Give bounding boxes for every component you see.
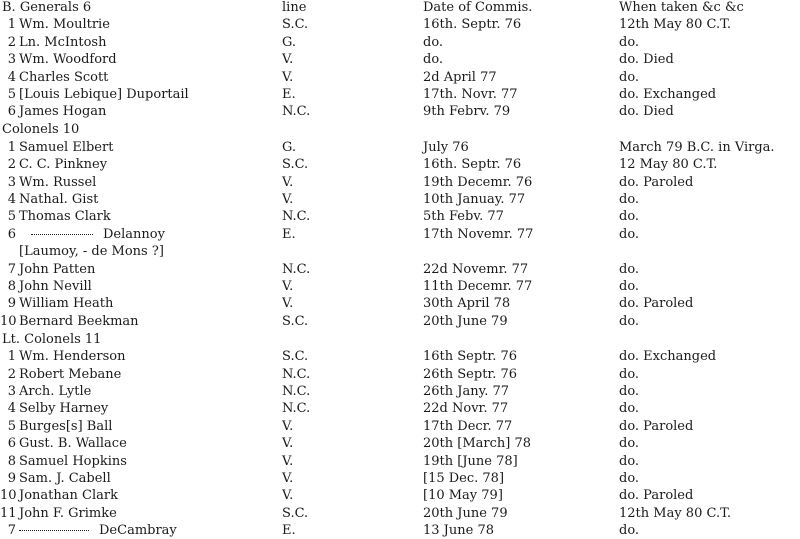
line-state: V. [282,418,294,434]
when-taken: 12th May 80 C.T. [619,505,731,521]
commission-date: 2d April 77 [423,69,497,85]
roster-row [0,384,800,400]
row-number: 4 [7,401,16,417]
row-number: 10 [0,488,17,504]
commission-date: [10 May 79] [423,488,503,504]
officer-name: Thomas Clark [19,209,111,225]
row-number: 7 [7,523,16,539]
when-taken: do. [619,401,640,417]
officer-name: Jonathan Clark [19,488,118,504]
when-taken: do. [619,471,640,486]
line-state: V. [282,488,294,504]
officer-name: Sam. J. Cabell [19,471,111,486]
officer-name: Burges[s] Ball [19,418,113,434]
when-taken: do. [619,453,640,469]
when-taken: do. [619,384,640,399]
roster-row [0,104,800,120]
officer-name: C. C. Pinkney [19,157,108,173]
commission-date: 10th Januay. 77 [423,192,526,207]
row-number: 4 [7,192,16,207]
officer-name: Ln. McIntosh [19,34,107,50]
row-number: 3 [7,384,16,399]
row-number: 1 [7,349,16,365]
row-number: 6 [7,226,16,242]
when-taken: do. [619,209,640,225]
header-section-title: B. Generals 6 [2,0,92,15]
when-taken: do. [619,436,640,452]
dotted-blank [31,234,93,235]
line-state: V. [282,296,294,312]
line-state: N.C. [282,261,311,277]
when-taken: March 79 B.C. in Virga. [619,139,775,155]
row-number: 9 [7,296,16,312]
when-taken: do. [619,523,640,539]
officer-name: Bernard Beekman [19,313,139,329]
when-taken: do. [619,261,640,277]
roster-row [0,506,800,522]
when-taken: do. [619,226,640,242]
row-number: 2 [7,366,16,382]
commission-date: 17th Novemr. 77 [423,226,534,242]
row-number: 4 [7,69,16,85]
line-state: S.C. [282,17,309,33]
when-taken: do. Exchanged [619,349,717,365]
roster-row [0,52,800,68]
roster-row [0,175,800,191]
header-row [0,0,800,16]
line-state: N.C. [282,209,311,225]
roster-row [0,471,800,487]
line-state: V. [282,52,294,68]
commission-date: 13 June 78 [423,523,494,539]
when-taken: do. [619,366,640,382]
row-number: 9 [7,471,16,486]
officer-name: Gust. B. Wallace [19,436,127,452]
when-taken: do. Paroled [619,418,694,434]
line-state: E. [282,523,296,539]
section-heading [0,122,800,138]
roster-row [0,488,800,504]
roster-row [0,367,800,383]
line-state: E. [282,87,296,102]
roster-row [0,227,800,243]
roster-row [0,262,800,278]
roster-row [0,70,800,86]
section-title: Lt. Colonels 11 [2,331,102,347]
officer-name: Nathal. Gist [19,192,99,207]
line-state: V. [282,192,294,207]
commission-date: 30th April 78 [423,296,511,312]
officer-name: John Nevill [19,279,92,294]
commission-date: 17th. Novr. 77 [423,87,518,102]
officer-name: Delannoy [19,227,165,243]
row-number: 3 [7,52,16,68]
officer-name: Selby Harney [19,401,109,417]
commission-date: 16th. Septr. 76 [423,17,522,33]
roster-row [0,523,800,539]
row-number: 2 [7,157,16,173]
row-number: 6 [7,104,16,120]
line-state: N.C. [282,366,311,382]
section-title: Colonels 10 [2,122,80,138]
row-number: 6 [7,436,16,452]
commission-date: 9th Febrv. 79 [423,104,511,120]
roster-row [0,296,800,312]
row-number: 5 [7,87,16,102]
row-number: 11 [0,505,17,521]
when-taken: do. Paroled [619,488,694,504]
line-state: V. [282,69,294,85]
officer-name: James Hogan [19,104,107,120]
commission-date: 5th Febv. 77 [423,209,504,225]
commission-date: do. [423,52,444,68]
officer-name: Samuel Hopkins [19,453,127,469]
commission-date: 26th Septr. 76 [423,366,518,382]
commission-date: 20th June 79 [423,505,508,521]
roster-row [0,436,800,452]
line-state: G. [282,139,297,155]
officer-name: Wm. Russel [19,174,97,190]
roster-row [0,401,800,417]
when-taken: do. [619,192,640,207]
officer-name: [Laumoy, - de Mons ?] [19,244,164,260]
roster-row [0,17,800,33]
when-taken: do. Exchanged [619,87,717,102]
commission-date: 16th. Septr. 76 [423,157,522,173]
row-number: 1 [7,17,16,33]
commission-date: 19th [June 78] [423,453,518,469]
commission-date: 26th Jany. 77 [423,384,510,399]
commission-date: 22d Novemr. 77 [423,261,529,277]
officer-name: Robert Mebane [19,366,122,382]
header-date: Date of Commis. [423,0,533,15]
roster-row [0,157,800,173]
when-taken: 12th May 80 C.T. [619,17,731,33]
dotted-blank [19,530,89,531]
line-state: S.C. [282,505,309,521]
header-when: When taken &c &c [619,0,744,15]
when-taken: do. Died [619,52,674,68]
officer-name: Charles Scott [19,69,109,85]
commission-date: 11th Decemr. 77 [423,279,533,294]
line-state: N.C. [282,401,311,417]
officer-name: Wm. Henderson [19,349,126,365]
officer-name: Samuel Elbert [19,139,114,155]
row-number: 8 [7,453,16,469]
roster-row [0,419,800,435]
line-state: E. [282,226,296,242]
roster-row [0,244,800,260]
line-state: V. [282,436,294,452]
officer-name: DeCambray [19,523,177,539]
line-state: V. [282,279,294,294]
commission-date: 19th Decemr. 76 [423,174,533,190]
line-state: G. [282,34,297,50]
roster-row [0,314,800,330]
line-state: V. [282,471,294,486]
roster-row [0,349,800,365]
commission-date: [15 Dec. 78] [423,471,505,486]
row-number: 5 [7,209,16,225]
commission-date: 22d Novr. 77 [423,401,509,417]
row-number: 1 [7,139,16,155]
roster-row [0,140,800,156]
when-taken: do. Paroled [619,296,694,312]
roster-row [0,279,800,295]
line-state: S.C. [282,157,309,173]
roster-row [0,454,800,470]
section-heading [0,332,800,348]
officer-name: William Heath [19,296,114,312]
officer-name: Wm. Moultrie [19,17,110,33]
roster-row [0,192,800,208]
line-state: S.C. [282,313,309,329]
header-line: line [282,0,307,15]
when-taken: 12 May 80 C.T. [619,157,718,173]
commission-date: 17th Decr. 77 [423,418,513,434]
line-state: N.C. [282,104,311,120]
officer-name: [Louis Lebique] Duportail [19,87,189,102]
when-taken: do. [619,313,640,329]
line-state: N.C. [282,384,311,399]
row-number: 5 [7,418,16,434]
roster-row [0,209,800,225]
when-taken: do. Paroled [619,174,694,190]
commission-date: 20th [March] 78 [423,436,532,452]
commission-date: 16th Septr. 76 [423,349,518,365]
commission-date: 20th June 79 [423,313,508,329]
when-taken: do. [619,279,640,294]
officer-name: John F. Grimke [19,505,117,521]
when-taken: do. [619,69,640,85]
commission-date: July 76 [423,139,469,155]
row-number: 7 [7,261,16,277]
officer-name: John Patten [19,261,96,277]
roster-row [0,87,800,103]
row-number: 8 [7,279,16,294]
line-state: V. [282,174,294,190]
officer-name: Wm. Woodford [19,52,117,68]
when-taken: do. Died [619,104,674,120]
line-state: S.C. [282,349,309,365]
row-number: 2 [7,34,16,50]
row-number: 10 [0,313,17,329]
commission-date: do. [423,34,444,50]
row-number: 3 [7,174,16,190]
when-taken: do. [619,34,640,50]
officer-name: Arch. Lytle [19,384,92,399]
roster-row [0,35,800,51]
line-state: V. [282,453,294,469]
